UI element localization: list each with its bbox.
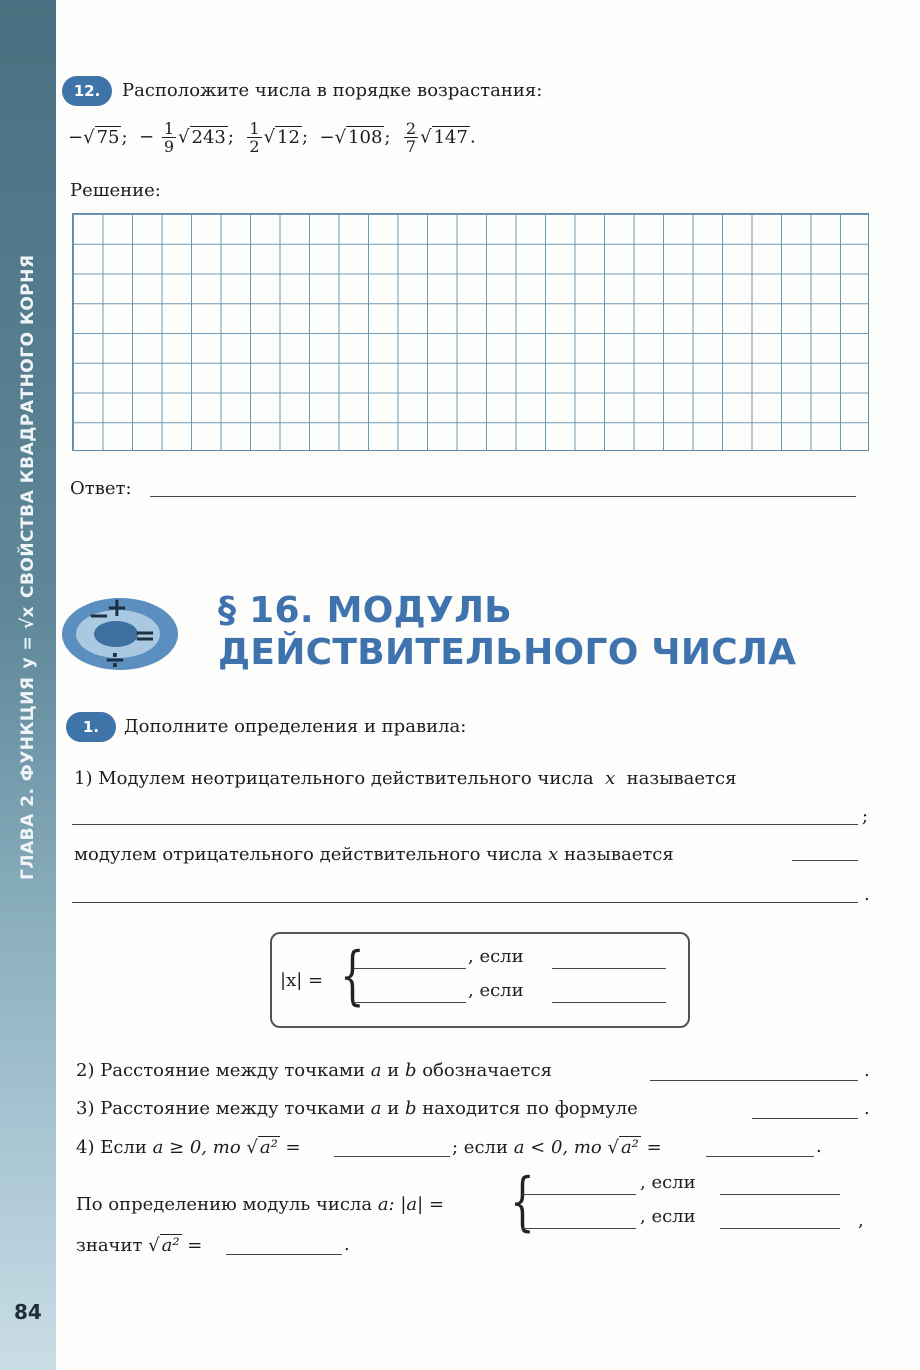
answer-line[interactable] [150,496,856,497]
task-12-badge: 12. [62,76,112,106]
number-1: −√ 75 ; [68,127,139,148]
then-text: значит √ a² = [76,1234,203,1256]
number-3: $\frac{1}{2}$ √ 12 ; [249,119,320,156]
item-4-text: 4) Если a ≥ 0, то √ a² = [76,1136,301,1158]
then-end: . [344,1234,350,1255]
solution-grid[interactable] [72,213,869,451]
item-1c-answer-line[interactable] [72,902,858,903]
def-case1-value-line[interactable] [522,1194,636,1195]
task-12-prompt: Расположите числа в порядке возрастания: [122,80,543,101]
case1-condition-line[interactable] [552,968,666,969]
item-1-text: 1) Модулем неотрицательного действительного числа x называется [74,768,737,789]
task-1-badge: 1. [66,712,116,742]
item-4-end: . [816,1136,822,1157]
chapter-label: ГЛАВА 2. ФУНКЦИЯ [18,676,38,880]
item-3-text: 3) Расстояние между точками a и b находится по формуле [76,1098,638,1119]
brace-icon: { [340,939,365,1013]
case2-if: , если [468,980,524,1001]
answer-label: Ответ: [70,478,132,499]
svg-text:−: − [88,601,110,631]
def-brace-icon: { [510,1165,535,1239]
item-3-answer-line[interactable] [752,1118,858,1119]
then-answer-line[interactable] [226,1254,342,1255]
function-label: y = √x [18,606,38,669]
task-1-prompt: Дополните определения и правила: [124,716,467,737]
item-3-end: . [864,1098,870,1119]
section-label: СВОЙСТВА КВАДРАТНОГО КОРНЯ [18,254,38,598]
case1-if: , если [468,946,524,967]
svg-text:+: + [106,593,128,623]
item-4-line1[interactable] [334,1156,450,1157]
number-4: −√ 108 ; [319,127,402,148]
abs-lhs: |x| = [280,970,324,991]
item-1-end: ; [862,806,869,827]
def-case2-condition-line[interactable] [720,1228,840,1229]
def-case2-if: , если [640,1206,696,1227]
chapter-heading [14,180,42,880]
item-1c-end: . [864,884,870,905]
svg-text:÷: ÷ [104,645,126,675]
case2-condition-line[interactable] [552,1002,666,1003]
math-signs-icon [58,588,182,678]
page-number: 84 [14,1300,42,1324]
item-1c-text: модулем отрицательного действительного числа x называется [74,844,674,865]
section-title-line1: § 16. МОДУЛЬ [218,590,513,631]
item-2-end: . [864,1060,870,1081]
def-case1-if: , если [640,1172,696,1193]
item-1c-short-line[interactable] [792,860,858,861]
def-text: По определению модуль числа a: |a| = [76,1194,445,1215]
item-1-answer-line[interactable] [72,824,858,825]
item-4-line2[interactable] [706,1156,814,1157]
item-4-text2: ; если a < 0, то √ a² = [452,1136,662,1158]
solution-label: Решение: [70,180,161,201]
item-2-text: 2) Расстояние между точками a и b обозначается [76,1060,552,1081]
task-12-numbers [68,120,476,155]
abs-definition-box [270,932,690,1028]
def-case2-value-line[interactable] [522,1228,636,1229]
svg-text:=: = [134,621,156,651]
number-2: − $\frac{1}{9}$ √ 243 ; [139,119,246,156]
def-case1-condition-line[interactable] [720,1194,840,1195]
chapter-sidebar [0,0,56,1370]
def-comma: , [858,1210,864,1231]
case2-value-line[interactable] [354,1002,466,1003]
section-title-line2: ДЕЙСТВИТЕЛЬНОГО ЧИСЛА [218,632,797,673]
number-5: $\frac{2}{7}$ √ 147 . [405,119,476,156]
case1-value-line[interactable] [354,968,466,969]
item-2-answer-line[interactable] [650,1080,858,1081]
